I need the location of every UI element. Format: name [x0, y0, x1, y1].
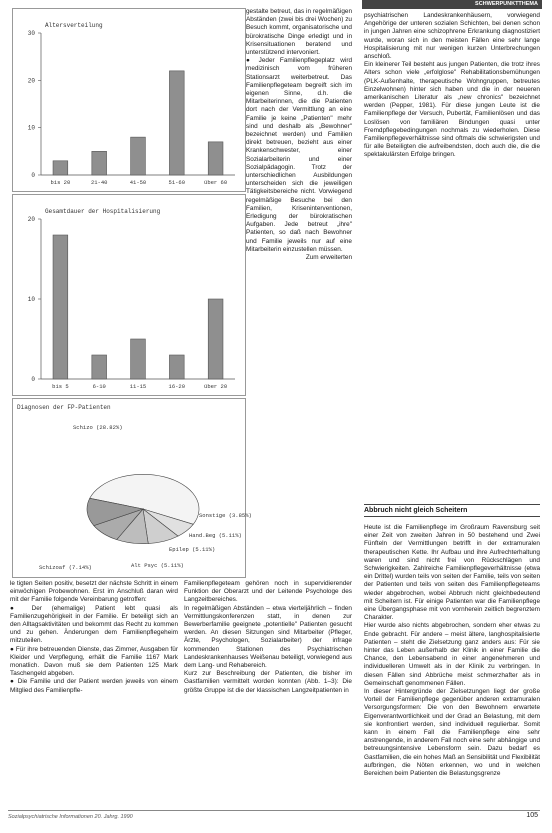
chart-age-distribution	[12, 8, 246, 192]
paragraph: psychiatrischen Landeskrankenhäusern, vorwiegend Angehörige der unteren sozialen Schichten, bei denen schon in jungen Jahren eine schizophrene Erkrankung diagnostiziert wurde, woran sich in den meisten Fällen eine sehr lange Hospitalisierung mit nur wenigen kurzen Unterbrechungen anschloß.	[364, 12, 540, 61]
slice-label: Epilep (5.11%)	[169, 546, 216, 553]
footer-rule	[8, 810, 540, 811]
paragraph: ● Für ihre betreuenden Dienste, das Zimmer, Ausgaben für Kleider und Verpflegung, erhält die Familie 1167 Mark monatlich. Davon muß sie dem Patienten 125 Mark Taschengeld abgeben.	[10, 645, 178, 678]
bar	[92, 355, 107, 379]
age-distribution-svg	[13, 9, 245, 191]
chart-hospitalization-duration	[12, 194, 246, 396]
running-head: SCHWERPUNKTTHEMA	[362, 0, 542, 9]
y-tick-label: 20	[27, 77, 35, 85]
x-tick-label: 11-15	[129, 383, 147, 390]
chart-title: Gesamtdauer der Hospitalisierung	[45, 208, 161, 215]
column-middle-top	[246, 8, 352, 262]
column-right-bottom	[364, 524, 540, 778]
paragraph: Ein kleinerer Teil besteht aus jungen Patienten, die trotz ihres Alters schon viele „erfolglose" Rehabilitationsbemühungen (PLK-Außenhalte, therapeutische Wohngruppen, betreutes Einzelwohnen) hinter sich haben und die in der neueren amerikanischen Literatur als „new chronics" bezeichnet werden (Pepper, 1981). Für diese jungen Leute ist die Familienpflege der Versuch, Pubertät, Familienlösen und das Loslösen von familiären Bindungen quasi unter Fremdpflegebedingungen nochmals zu wiederholen. Diese Familienpflegeverhältnisse sind oftmals die schwierigsten und für alle Beteiligten die aufreibendsten, doch auch die, die die spektakulärsten Erfolge bringen.	[364, 61, 540, 159]
bar	[131, 339, 146, 379]
x-tick-label: 16-20	[168, 383, 186, 390]
section-heading: Abbruch nicht gleich Scheitern	[364, 504, 540, 517]
y-tick-label: 0	[31, 376, 35, 383]
chart-title: Diagnosen der FP-Patienten	[17, 404, 111, 411]
paragraph: Familienpflegeteam gehören noch in supervidierender Funktion der Oberarzt und der Leitende Psychologe des Langzeitbereiches.	[184, 580, 352, 604]
paragraph: ● Der (ehemalige) Patient lebt quasi als Familienzugehörigkeit in der Familie. Er beteiligt sich an den Alltagsaktivitäten und bekommt das Recht zu kommen und zu gehen. Änderungen dem Familienpflegeheim mitzuteilen.	[10, 604, 178, 645]
slice-label: Schizoaf (7.14%)	[39, 564, 92, 571]
slice-label: Schizo (28.82%)	[73, 424, 123, 431]
diagnoses-svg	[13, 399, 252, 577]
column-left-bottom	[10, 580, 178, 695]
slice-label: Alt Psyc (5.11%)	[131, 562, 184, 569]
y-tick-label: 0	[31, 172, 35, 179]
x-tick-label: 41-50	[129, 179, 147, 186]
paragraph: In regelmäßigen Abständen – etwa vierteljährlich – finden Vermittlungskonferenzen statt, in denen zur Bewerberfamilie geeignete „potentielle" Patienten gesucht werden. An diesen Sitzungen sind Mitarbeiter (Pfleger, Ärzte, Psychologen, Sozialarbeiter) der infrage kommenden Stationen des Psychiatrischen Landeskrankenhauses Weißenau beteiligt, vorwiegend aus dem Lang- und Rehabereich.	[184, 604, 352, 670]
y-tick-label: 30	[27, 30, 35, 37]
chart-title: Altersverteilung	[45, 22, 103, 29]
paragraph: Kurz zur Beschreibung der Patienten, die bisher im Gastfamilien vermittelt worden konnten (Abb. 1–3): Die größte Gruppe ist die der klassischen Langzeitpatienten in	[184, 670, 352, 694]
bar	[131, 137, 146, 175]
footer-source: Sozialpsychiatrische Informationen 20. Jahrg. 1990	[8, 814, 133, 820]
x-tick-label: 21-40	[90, 179, 108, 186]
paragraph: In dieser Hintergründe der Zielsetzungen liegt der große Vorteil der Familienpflege gegenüber anderen extramuralen Versorgungsformen: Die von den Bewohnern erwartete Eigenverantwortlichkeit und der Grad an Belastung, mit dem sie konfrontiert werden, sind individuell regulierbar. Somit kann in einem Fall die Familienpflege eine sehr anstrengende, in anderem Fall noch eine sehr abhängige und betreuungsintensive Lebensform sein. Dazu bedarf es Gastfamilien, die ein hohes Maß an Sensibilität und Flexibilität aufbringen, die Nöten erkennen, wo und in welchen Bereichen beim Patienten die Belastungsgrenze	[364, 688, 540, 778]
slice-label: Sonstige (3.85%)	[199, 512, 252, 519]
page-number: 105	[526, 812, 538, 819]
bar	[169, 71, 184, 175]
y-tick-label: 10	[27, 296, 35, 303]
y-tick-label: 20	[27, 216, 35, 223]
paragraph: ● Die Familie und der Patient werden jeweils von einem Mitglied des Familienpfle-	[10, 678, 178, 694]
bar	[92, 151, 107, 175]
x-tick-label: bis 20	[50, 179, 71, 186]
slice-label: Hand.Beg (5.11%)	[189, 532, 242, 539]
column-right-top	[364, 12, 540, 160]
bar	[53, 235, 68, 379]
bar	[208, 299, 223, 379]
paragraph: le tigten Seiten positiv, besetzt der nächste Schritt in einem einwöchigen Probewohnen. Erst im Anschluß daran wird mit der Familie folgende Vereinbarung getroffen:	[10, 580, 178, 604]
paragraph: ● Jeder Familienpflegeplatz wird medizinisch vom früheren Stationsarzt weiterbetreut. Das Familienpflegeteam begreift sich im eigenen Sinne, d.h. die Mitarbeiterinnen, die die Patienten dort nach der Vermittlung an eine Familie je keine „Patienten" mehr sind und deshalb als „Bewohner" bezeichnet werden) und Familien direkt betreuen, bezieht aus einer Krankenschwester, einer Sozialarbeiterin und einer Sozialpädagogin. Trotz der unterschiedlichen Ausbildungen unterscheiden sich die jeweiligen Tätigkeitsbereiche nicht. Vorwiegend regelmäßige Besuche bei den Familien, Kriseninterventionen, Erledigung der bürokratischen Aufgaben. Jede betreut „ihre" Patienten, so daß nach Bewohner und Familie jeweils nur auf eine Mitarbeiterin einzustellen müssen.	[246, 57, 352, 253]
y-tick-label: 10	[27, 124, 35, 132]
x-tick-label: über 60	[204, 179, 228, 186]
paragraph: gestalte betreut, das in regelmäßigen Abständen (zwei bis drei Wochen) zu Besuch kommt, organisatorische und bürokratische Dinge erledigt und in Krisensituationen beratend und unterstützend intervoniert.	[246, 8, 352, 57]
paragraph: Hier wurde also nichts abgebrochen, sondern eher etwas zu Ende gebracht. Für andere – meist ältere, langhospitalisierte Patienten – steht die Zielsetzung ganz anders aus: Für sie hinter das Leben außerhalb der Klinik in einer Familie die Chance, den Lebensabend in einer angenehmeren und individuelleren Umwelt als in der Klinik zu verbringen. In diesen Fällen sind Abbrüche meist schmerzhafter als in Gemeinschaft genommenen Fällen.	[364, 622, 540, 687]
column-middle-bottom	[184, 580, 352, 695]
chart-diagnoses	[12, 398, 252, 578]
bar	[169, 355, 184, 379]
paragraph: Zum erweiterten	[305, 254, 352, 262]
paragraph: Heute ist die Familienpflege im Großraum Ravensburg seit einer Zeit von zweiten Jahren in 50 bestehend und Zwei Fünfteln der Vermittlungen betrifft in der extramuralen therapeutischen Kette. Ihr Aufbau und ihre Aufrechterhaltung waren und sind nicht frei von Rückschlägen und Schwierigkeiten. Zahlreiche Familienpflegeverhältnisse (etwa ein Drittel) wurden teils von seiten der Familie, teils von seiten der Patienten und teils von seiten des Familienpflegeteams wieder abgebrochen, wobei Abbruch nicht gleichbedeutend mit Scheitern ist. Für einige Patienten war die Familienpflege eine Übergangsphase mit von vornherein zeitlich begrenztem Charakter.	[364, 524, 540, 622]
x-tick-label: 6-10	[92, 383, 106, 390]
bar	[53, 161, 68, 175]
bar	[208, 142, 223, 175]
x-tick-label: über 20	[204, 383, 228, 390]
x-tick-label: bis 5	[52, 383, 69, 390]
x-tick-label: 51-60	[168, 179, 186, 186]
hospitalization-duration-svg	[13, 195, 245, 395]
